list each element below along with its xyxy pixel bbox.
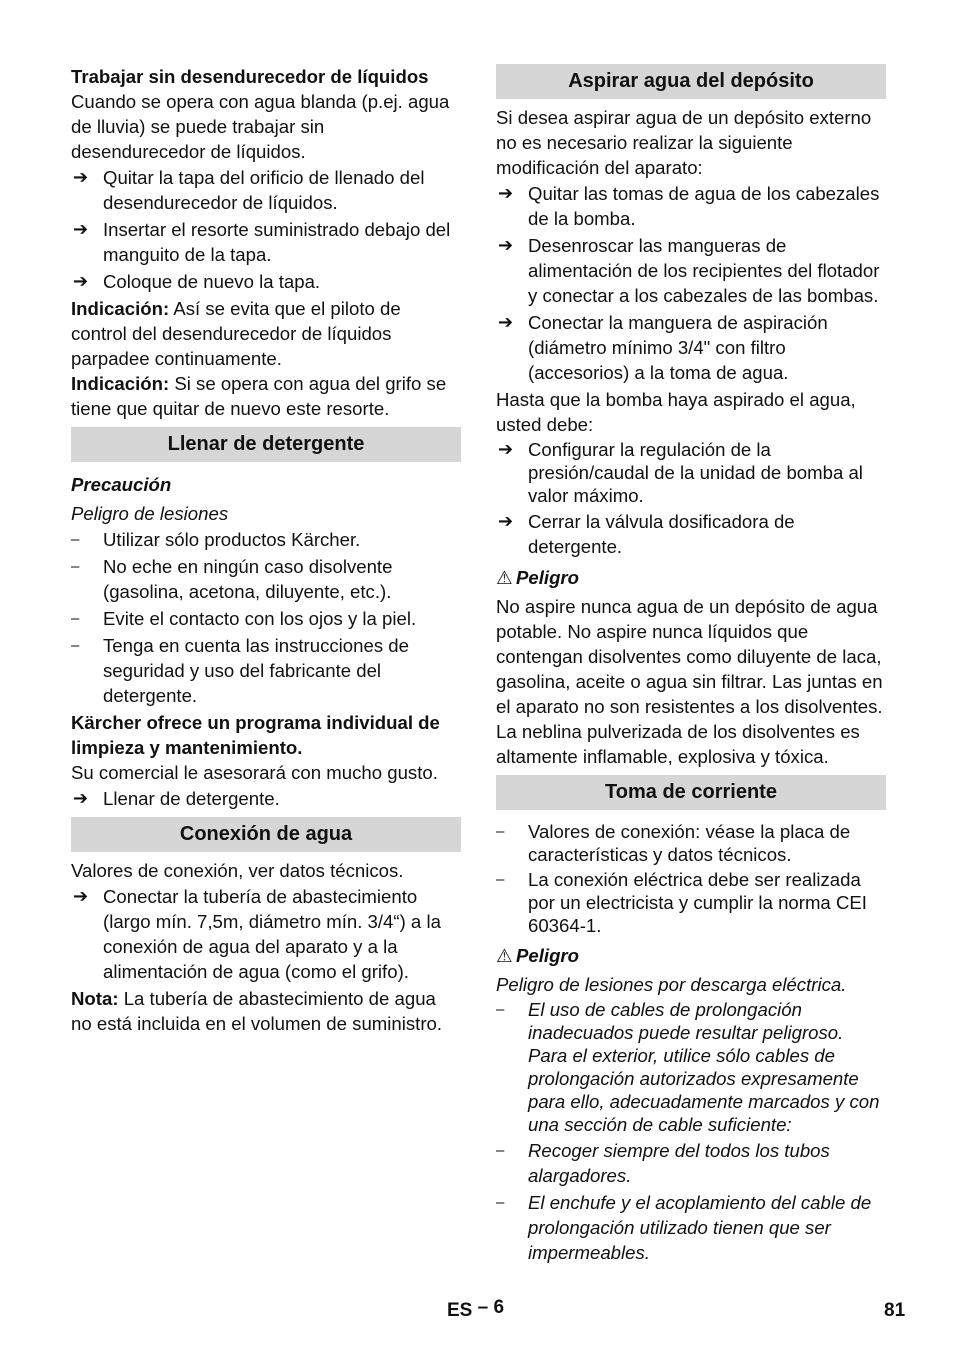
program-text: Su comercial le asesorará con mucho gusto. <box>71 762 438 783</box>
dash-marker: – <box>71 531 80 548</box>
list-item-text: El uso de cables de prolongación inadecuados puede resultar peligroso. Para el exterior, utilice sólo cables de prolongación autorizados expresamente para ello, adecuadamente marcados y con una sección de cable suficiente: <box>528 999 880 1135</box>
section-heading-water: Conexión de agua <box>71 817 461 852</box>
list-item <box>496 1190 886 1265</box>
dash-marker: – <box>496 1142 505 1159</box>
page-number: 81 <box>884 1300 906 1321</box>
step-text: Insertar el resorte suministrado debajo del manguito de la tapa. <box>103 219 451 265</box>
water-text: Valores de conexión, ver datos técnicos. <box>71 860 404 881</box>
step-item <box>71 165 461 215</box>
dash-marker: – <box>496 871 505 888</box>
note-text: Así se evita que el piloto de control del desendurecedor de líquidos parpadee continuamente. <box>71 298 401 369</box>
note-paragraph <box>71 371 461 421</box>
list-item <box>71 554 461 604</box>
section-heading-tank: Aspirar agua del depósito <box>496 64 886 99</box>
step-text: Quitar las tomas de agua de los cabezales de la bomba. <box>528 183 880 229</box>
step-item <box>71 269 461 294</box>
list-item-text: Recoger siempre del todos los tubos alargadores. <box>528 1140 830 1186</box>
dash-marker: – <box>71 558 80 575</box>
warning-triangle-icon: ⚠ <box>496 567 513 588</box>
step-text: Llenar de detergente. <box>103 788 280 809</box>
tank-text-2: Hasta que la bomba haya aspirado el agua, usted debe: <box>496 389 856 435</box>
section-heading-power: Toma de corriente <box>496 775 886 810</box>
step-item <box>496 438 886 507</box>
list-item-text: Utilizar sólo productos Kärcher. <box>103 529 361 550</box>
danger-title: Peligro <box>516 567 580 588</box>
arrow-right-icon: ➔ <box>73 167 89 187</box>
step-item <box>71 884 461 984</box>
list-item-text: El enchufe y el acoplamiento del cable de prolongación utilizado tienen que ser impermeables. <box>528 1192 872 1263</box>
list-item-text: Valores de conexión: véase la placa de características y datos técnicos. <box>528 821 851 865</box>
note-label: Indicación: <box>71 373 170 394</box>
list-item-text: Evite el contacto con los ojos y la piel. <box>103 608 417 629</box>
caution-title: Precaución <box>71 474 172 495</box>
arrow-right-icon: ➔ <box>73 788 89 808</box>
step-item <box>496 310 886 385</box>
program-title: Kärcher ofrece un programa individual de limpieza y mantenimiento. <box>71 712 440 758</box>
arrow-right-icon: ➔ <box>498 312 514 332</box>
step-text: Configurar la regulación de la presión/caudal de la unidad de bomba al valor máximo. <box>528 439 863 506</box>
step-item <box>496 181 886 231</box>
list-item <box>71 527 461 552</box>
list-item <box>496 820 886 866</box>
danger-heading <box>496 565 886 590</box>
arrow-right-icon: ➔ <box>498 235 514 255</box>
dash-marker: – <box>496 823 505 840</box>
subheading-no-softener: Trabajar sin desendurecedor de líquidos <box>71 66 429 87</box>
list-item-text: No eche en ningún caso disolvente (gasolina, acetona, diluyente, etc.). <box>103 556 393 602</box>
list-item-text: La conexión eléctrica debe ser realizada por un electricista y cumplir la norma CEI 60364-1. <box>528 869 867 936</box>
step-item <box>71 786 461 811</box>
footer-lang: ES <box>447 1300 473 1321</box>
list-item <box>496 998 886 1136</box>
dash-marker: – <box>71 610 80 627</box>
note-text: Si se opera con agua del grifo se tiene que quitar de nuevo este resorte. <box>71 373 447 419</box>
step-text: Desenroscar las mangueras de alimentación de los recipientes del flotador y conectar a los cabezales de las bombas. <box>528 235 880 306</box>
list-item <box>496 1138 886 1188</box>
step-item <box>496 509 886 559</box>
arrow-right-icon: ➔ <box>498 439 514 459</box>
paragraph: Cuando se opera con agua blanda (p.ej. agua de lluvia) se puede trabajar sin desendurecedor de líquidos. <box>71 91 450 162</box>
arrow-right-icon: ➔ <box>498 511 514 531</box>
left-column <box>71 62 461 1036</box>
footer-section-page: – 6 <box>477 1297 505 1318</box>
list-item <box>71 633 461 708</box>
right-column <box>496 62 886 1267</box>
list-item-text: Tenga en cuenta las instrucciones de seguridad y uso del fabricante del detergente. <box>103 635 409 706</box>
danger-heading <box>496 943 886 968</box>
arrow-right-icon: ➔ <box>73 271 89 291</box>
arrow-right-icon: ➔ <box>498 183 514 203</box>
note-paragraph <box>71 986 461 1036</box>
step-item <box>71 217 461 267</box>
danger-text: No aspire nunca agua de un depósito de agua potable. No aspire nunca líquidos que contengan disolventes como diluyente de laca, gasolina, aceite o agua sin filtrar. Las juntas en el aparato no son resistentes a los disolventes. La neblina pulverizada de los disolventes es altamente inflamable, explosiva y tóxica. <box>496 596 883 767</box>
tank-text: Si desea aspirar agua de un depósito externo no es necesario realizar la siguiente modificación del aparato: <box>496 107 872 178</box>
list-item <box>496 868 886 937</box>
note-text: La tubería de abastecimiento de agua no está incluida en el volumen de suministro. <box>71 988 443 1034</box>
arrow-right-icon: ➔ <box>73 219 89 239</box>
caution-subtitle: Peligro de lesiones <box>71 503 229 524</box>
step-item <box>496 233 886 308</box>
step-text: Conectar la tubería de abastecimiento (largo mín. 7,5m, diámetro mín. 3/4“) a la conexión de agua del aparato y a la alimentación de agua (como el grifo). <box>103 886 441 982</box>
step-text: Quitar la tapa del orificio de llenado del desendurecedor de líquidos. <box>103 167 425 213</box>
section-heading-detergent: Llenar de detergente <box>71 427 461 462</box>
dash-marker: – <box>71 637 80 654</box>
dash-marker: – <box>496 1001 505 1018</box>
note-label: Indicación: <box>71 298 170 319</box>
step-text: Cerrar la válvula dosificadora de detergente. <box>528 511 795 557</box>
dash-marker: – <box>496 1194 505 1211</box>
footer-section-label <box>447 1297 505 1322</box>
step-text: Coloque de nuevo la tapa. <box>103 271 321 292</box>
step-text: Conectar la manguera de aspiración (diámetro mínimo 3/4" con filtro (accesorios) a la toma de agua. <box>528 312 828 383</box>
danger-subtitle: Peligro de lesiones por descarga eléctrica. <box>496 974 847 995</box>
danger-title: Peligro <box>516 945 580 966</box>
warning-triangle-icon: ⚠ <box>496 945 513 966</box>
note-paragraph <box>71 296 461 371</box>
list-item <box>71 606 461 631</box>
arrow-right-icon: ➔ <box>73 886 89 906</box>
note-label: Nota: <box>71 988 119 1009</box>
